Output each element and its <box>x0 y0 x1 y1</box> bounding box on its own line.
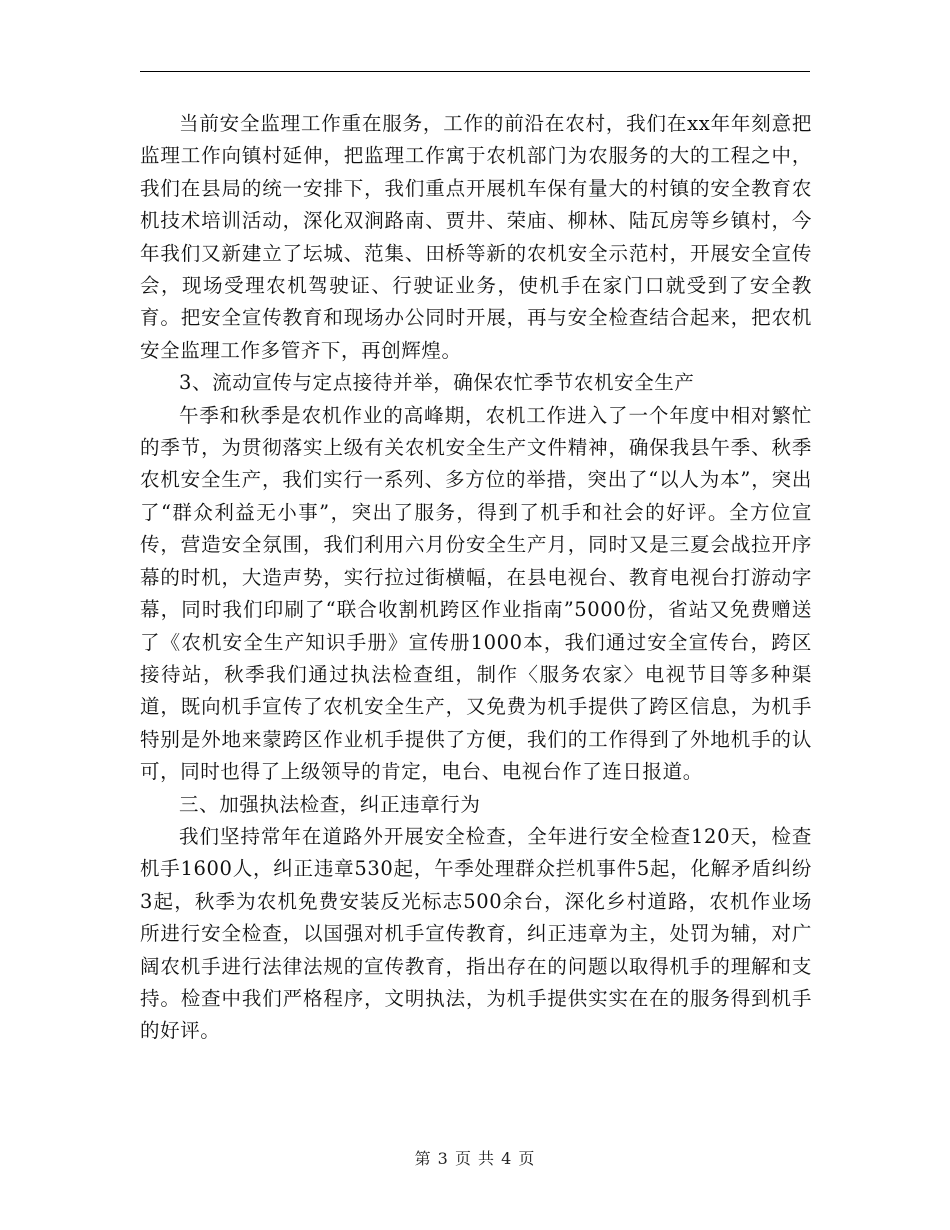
paragraph-service-outreach: 当前安全监理工作重在服务，工作的前沿在农村，我们在xx年年刻意把监理工作向镇村延伸，把监理工作寓于农机部门为农服务的大的工程之中，我们在县局的统一安排下，我们重点开展机车保有量大的村镇的安全教育农机技术培训活动，深化双涧路南、贾井、荣庙、柳林、陆瓦房等乡镇村，今年我们又新建立了坛城、范集、田桥等新的农机安全示范村，开展安全宣传会，现场受理农机驾驶证、行驶证业务，使机手在家门口就受到了安全教育。把安全宣传教育和现场办公同时开展，再与安全检查结合起来，把农机安全监理工作多管齐下，再创辉煌。 <box>140 112 812 362</box>
paragraph-busy-season-safety: 午季和秋季是农机作业的高峰期，农机工作进入了一个年度中相对繁忙的季节，为贯彻落实上级有关农机安全生产文件精神，确保我县午季、秋季农机安全生产，我们实行一系列、多方位的举措，突出了“以人为本”，突出了“群众利益无小事”，突出了服务，得到了机手和社会的好评。全方位宣传，营造安全氛围，我们利用六月份安全生产月，同时又是三夏会战拉开序幕的时机，大造声势，实行拉过街横幅，在县电视台、教育电视台打游动字幕，同时我们印刷了“联合收割机跨区作业指南”5000份，省站又免费赠送了《农机安全生产知识手册》宣传册1000本，我们通过安全宣传台，跨区接待站，秋季我们通过执法检查组，制作〈服务农家〉电视节目等多种渠道，既向机手宣传了农机安全生产，又免费为机手提供了跨区信息，为机手特别是外地来蒙跨区作业机手提供了方便，我们的工作得到了外地机手的认可，同时也得了上级领导的肯定，电台、电视台作了连日报道。 <box>140 403 812 784</box>
page-number-footer: 第 3 页 共 4 页 <box>414 1149 536 1168</box>
paragraph-safety-inspections: 我们坚持常年在道路外开展安全检查，全年进行安全检查120天，检查机手1600人，纠正违章530起，午季处理群众拦机事件5起，化解矛盾纠纷3起，秋季为农机免费安装反光标志500余台，深化乡村道路，农机作业场所进行安全检查，以国强对机手宣传教育，纠正违章为主，处罚为辅，对广阔农机手进行法律法规的宣传教育，指出存在的问题以取得机手的理解和支持。检查中我们严格程序，文明执法，为机手提供实实在在的服务得到机手的好评。 <box>140 824 812 1043</box>
document-body <box>140 108 812 1048</box>
header-rule <box>140 71 810 72</box>
section-heading-mobile-publicity: 3、流动宣传与定点接待并举，确保农忙季节农机安全生产 <box>179 371 695 395</box>
section-heading-law-enforcement: 三、加强执法检查，纠正违章行为 <box>179 792 481 816</box>
